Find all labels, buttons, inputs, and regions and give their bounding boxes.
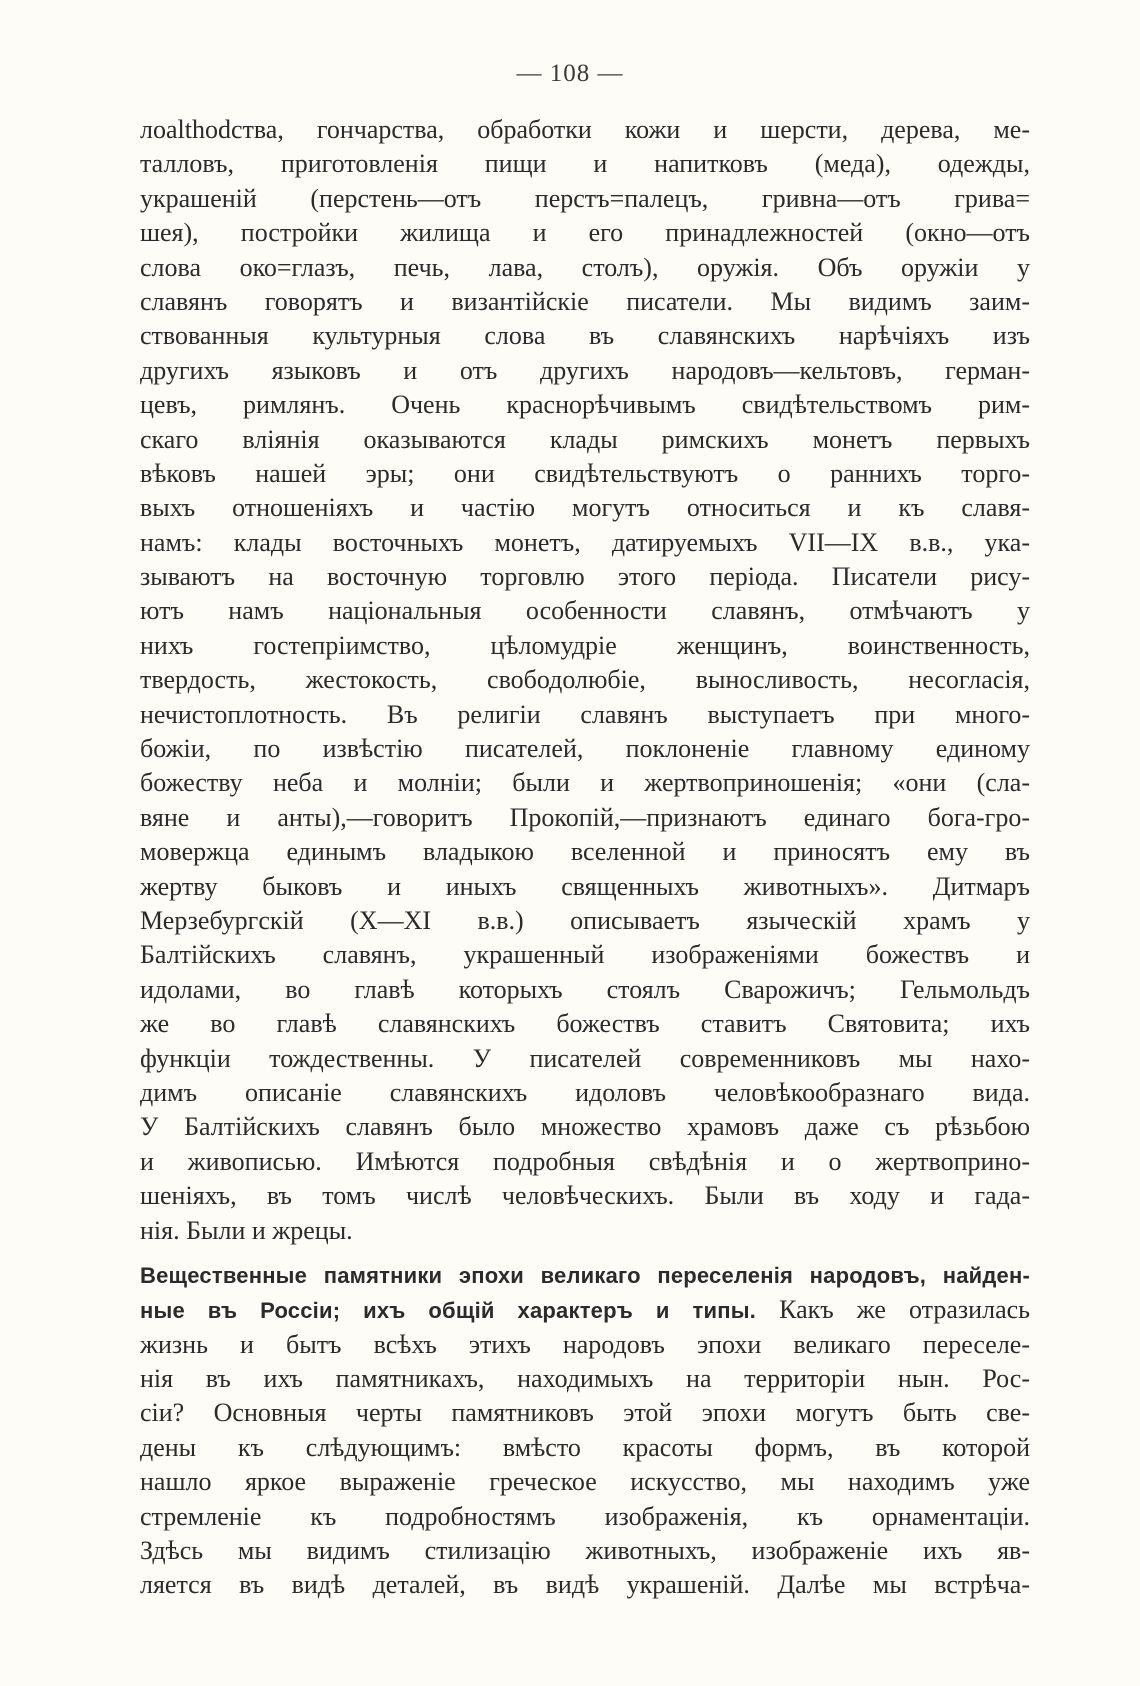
text-line: димъ описаніе славянскихъ идоловъ человѣкообразнаго вида. xyxy=(140,1077,1030,1107)
text-line: славянъ говорятъ и византійскіе писатели. Мы видимъ заим- xyxy=(140,286,1030,316)
text-line: ляется въ видѣ деталей, въ видѣ украшеній. Далѣе мы встрѣча- xyxy=(140,1570,1030,1600)
text-line: скаго вліянія оказываются клады римскихъ монетъ первыхъ xyxy=(140,424,1030,454)
text-line: божіи, по извѣстію писателей, поклоненіе главному единому xyxy=(140,734,1030,764)
text-line: нихъ гостепріимство, цѣломудріе женщинъ, воинственность, xyxy=(140,630,1030,660)
text-line: сіи? Основныя черты памятниковъ этой эпохи могутъ быть све- xyxy=(140,1398,1030,1428)
text-line: и живописью. Имѣются подробныя свѣдѣнія и о жертвоприно- xyxy=(140,1146,1030,1176)
section-heading-line-1: Вещественные памятники эпохи великаго переселенія народовъ, найден- xyxy=(140,1262,1030,1288)
text-line: ютъ намъ національныя особенности славянъ, отмѣчаютъ у xyxy=(140,596,1030,626)
text-line: нашло яркое выраженіе греческое искусство, мы находимъ уже xyxy=(140,1467,1030,1497)
text-line: божеству неба и молніи; были и жертвоприношенія; «они (сла- xyxy=(140,768,1030,798)
text-line: нія въ ихъ памятникахъ, находимыхъ на территоріи нын. Рос- xyxy=(140,1364,1030,1394)
text-line: Здѣсь мы видимъ стилизацію животныхъ, изображеніе ихъ яв- xyxy=(140,1536,1030,1566)
text-line: украшеній (перстень—отъ перстъ=палецъ, гривна—отъ грива= xyxy=(140,183,1030,213)
text-line: намъ: клады восточныхъ монетъ, датируемыхъ VII—IX в.в., ука- xyxy=(140,527,1030,557)
page-number: — 108 — xyxy=(516,60,624,87)
text-line: ствованныя культурныя слова въ славянскихъ нарѣчіяхъ изъ xyxy=(140,321,1030,351)
text-line: лоalthodства, гончарства, обработки кожи и шерсти, дерева, ме- xyxy=(140,115,1030,144)
paragraph-gap xyxy=(140,1248,1030,1259)
text-line: У Балтійскихъ славянъ было множество храмовъ даже съ рѣзьбою xyxy=(140,1112,1030,1142)
text-line: вяне и анты),—говоритъ Прокопій,—признаютъ единаго бога-гро- xyxy=(140,802,1030,832)
text-line: выхъ отношеніяхъ и частію могутъ относиться и къ славя- xyxy=(140,493,1030,523)
text-line: зываютъ на восточную торговлю этого періода. Писатели рису- xyxy=(140,562,1030,592)
paragraph-2 xyxy=(140,1259,1030,1603)
text-line: мовержца единымъ владыкою вселенной и приносятъ ему въ xyxy=(140,837,1030,867)
text-line: слова око=глазъ, печь, лава, столъ), оружія. Объ оружіи у xyxy=(140,252,1030,282)
text-line: талловъ, приготовленія пищи и напитковъ (меда), одежды, xyxy=(140,149,1030,179)
text-line: твердость, жестокость, свободолюбіе, выносливость, несогласія, xyxy=(140,665,1030,695)
text-line: вѣковъ нашей эры; они свидѣтельствуютъ о раннихъ торго- xyxy=(140,458,1030,488)
section-heading-continuation: ные въ Россіи; ихъ общій характеръ и типы. xyxy=(140,1298,756,1324)
text-line: шеніяхъ, въ томъ числѣ человѣческихъ. Были въ ходу и гада- xyxy=(140,1181,1030,1211)
text-line: же во главѣ славянскихъ божествъ ставитъ Святовита; ихъ xyxy=(140,1009,1030,1039)
text-line: другихъ языковъ и отъ другихъ народовъ—кельтовъ, герман- xyxy=(140,355,1030,385)
text-line: Балтійскихъ славянъ, украшенный изображеніями божествъ и xyxy=(140,940,1030,970)
text-line: нія. Были и жрецы. xyxy=(140,1215,353,1245)
section-heading-line-2 xyxy=(140,1293,1030,1327)
text-line: шея), постройки жилища и его принадлежностей (окно—отъ xyxy=(140,218,1030,248)
text-line: функціи тождественны. У писателей современниковъ мы нахо- xyxy=(140,1043,1030,1073)
text-line: дены къ слѣдующимъ: вмѣсто красоты формъ, въ которой xyxy=(140,1432,1030,1462)
text-line: цевъ, римлянъ. Очень краснорѣчивымъ свидѣтельствомъ рим- xyxy=(140,390,1030,420)
text-line: жизнь и бытъ всѣхъ этихъ народовъ эпохи великаго переселе- xyxy=(140,1329,1030,1359)
text-line: Мерзебургскій (X—XI в.в.) описываетъ языческій храмъ у xyxy=(140,905,1030,935)
text-line: жертву быковъ и иныхъ священныхъ животныхъ». Дитмаръ xyxy=(140,871,1030,901)
text-line: идолами, во главѣ которыхъ стоялъ Сварожичъ; Гельмольдъ xyxy=(140,974,1030,1004)
text-line: нечистоплотность. Въ религіи славянъ выступаетъ при много- xyxy=(140,699,1030,729)
text-column xyxy=(140,113,1030,1603)
paragraph-2-first-words: Какъ же отразилась xyxy=(756,1295,1030,1325)
text-line: стремленіе къ подробностямъ изображенія, къ орнаментаціи. xyxy=(140,1501,1030,1531)
paragraph-1 xyxy=(140,113,1030,1248)
